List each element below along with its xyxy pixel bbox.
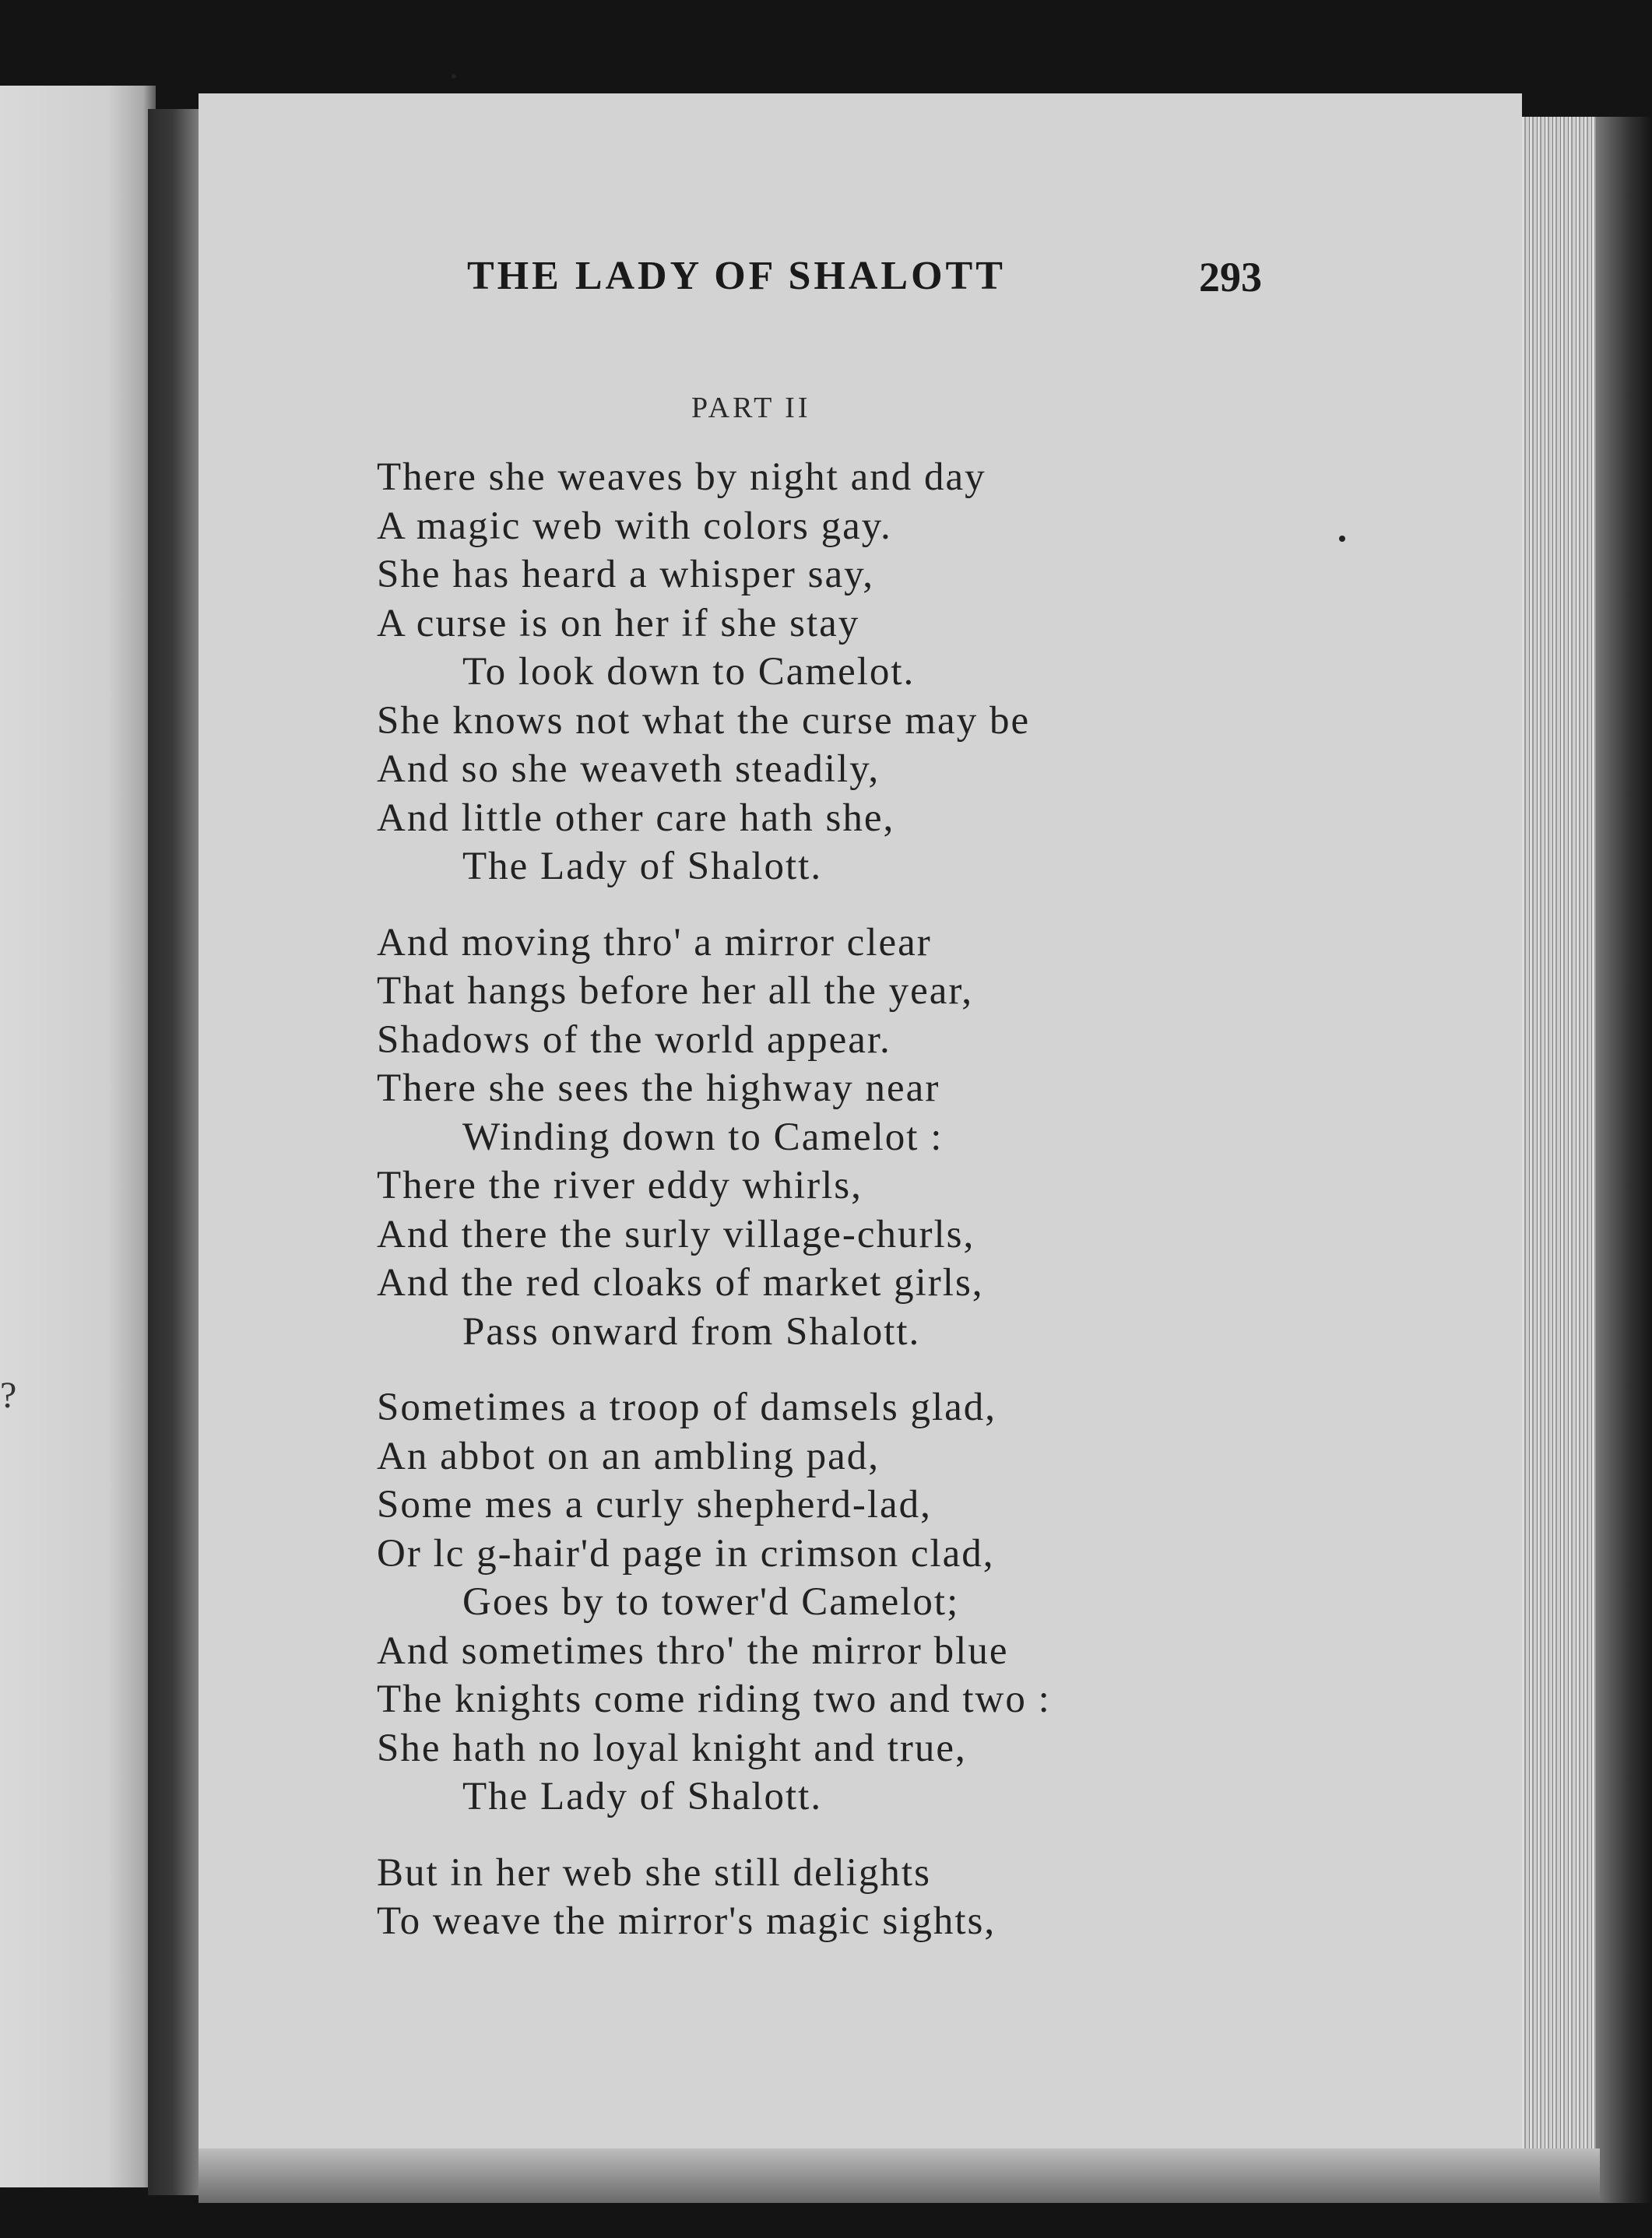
poem-line: Winding down to Camelot :	[462, 1115, 944, 1159]
poem-line: The Lady of Shalott.	[462, 845, 823, 888]
poem-line: Shadows of the world appear.	[377, 1017, 891, 1062]
poem-line: But in her web she still delights	[377, 1850, 931, 1895]
edge-shadow	[1596, 117, 1652, 2203]
poem-line: Or lc g-hair'd page in crimson clad,	[377, 1531, 995, 1576]
left-page-edge	[0, 86, 156, 2187]
poem-line: And sometimes thro' the mirror blue	[377, 1628, 1009, 1673]
running-header-title: THE LADY OF SHALOTT	[467, 254, 1006, 298]
bottom-shadow	[199, 2148, 1600, 2203]
part-heading: PART II	[691, 392, 811, 424]
poem-line: A magic web with colors gay.	[377, 504, 892, 548]
poem-body	[377, 453, 1467, 1973]
stanza	[377, 919, 1467, 1357]
page-number: 293	[1199, 254, 1262, 300]
poem-line: She knows not what the curse may be	[377, 698, 1031, 743]
stanza	[377, 453, 1467, 891]
poem-line: An abbot on an ambling pad,	[377, 1434, 880, 1478]
poem-line: She hath no loyal knight and true,	[377, 1726, 967, 1770]
poem-line: And the red cloaks of market girls,	[377, 1261, 984, 1305]
poem-line: And moving thro' a mirror clear	[377, 920, 932, 964]
left-page-mark: ?	[0, 1375, 17, 1416]
poem-line: And little other care hath she,	[377, 796, 895, 840]
poem-line: Pass onward from Shalott.	[462, 1309, 921, 1354]
speck-mark	[452, 74, 456, 79]
stanza	[377, 1849, 1467, 1946]
poem-line: Sometimes a troop of damsels glad,	[377, 1386, 997, 1429]
poem-line: A curse is on her if she stay	[377, 601, 860, 645]
poem-line: And there the surly village-churls,	[377, 1212, 975, 1256]
stanza	[377, 1383, 1467, 1822]
poem-line: The knights come riding two and two :	[377, 1678, 1051, 1721]
poem-line: Goes by to tower'd Camelot;	[462, 1580, 960, 1624]
poem-line: The Lady of Shalott.	[462, 1775, 823, 1818]
page-edges	[1522, 117, 1608, 2203]
poem-line: She has heard a whisper say,	[377, 553, 875, 596]
poem-line: And so she weaveth steadily,	[377, 747, 880, 791]
poem-line: To weave the mirror's magic sights,	[377, 1899, 996, 1943]
poem-line: That hangs before her all the year,	[377, 969, 974, 1013]
poem-line: There she weaves by night and day	[377, 455, 986, 499]
poem-line: There she sees the highway near	[377, 1066, 940, 1110]
poem-line: There the river eddy whirls,	[377, 1164, 863, 1207]
poem-line: Some mes a curly shepherd-lad,	[377, 1483, 932, 1527]
poem-line: To look down to Camelot.	[462, 650, 916, 694]
